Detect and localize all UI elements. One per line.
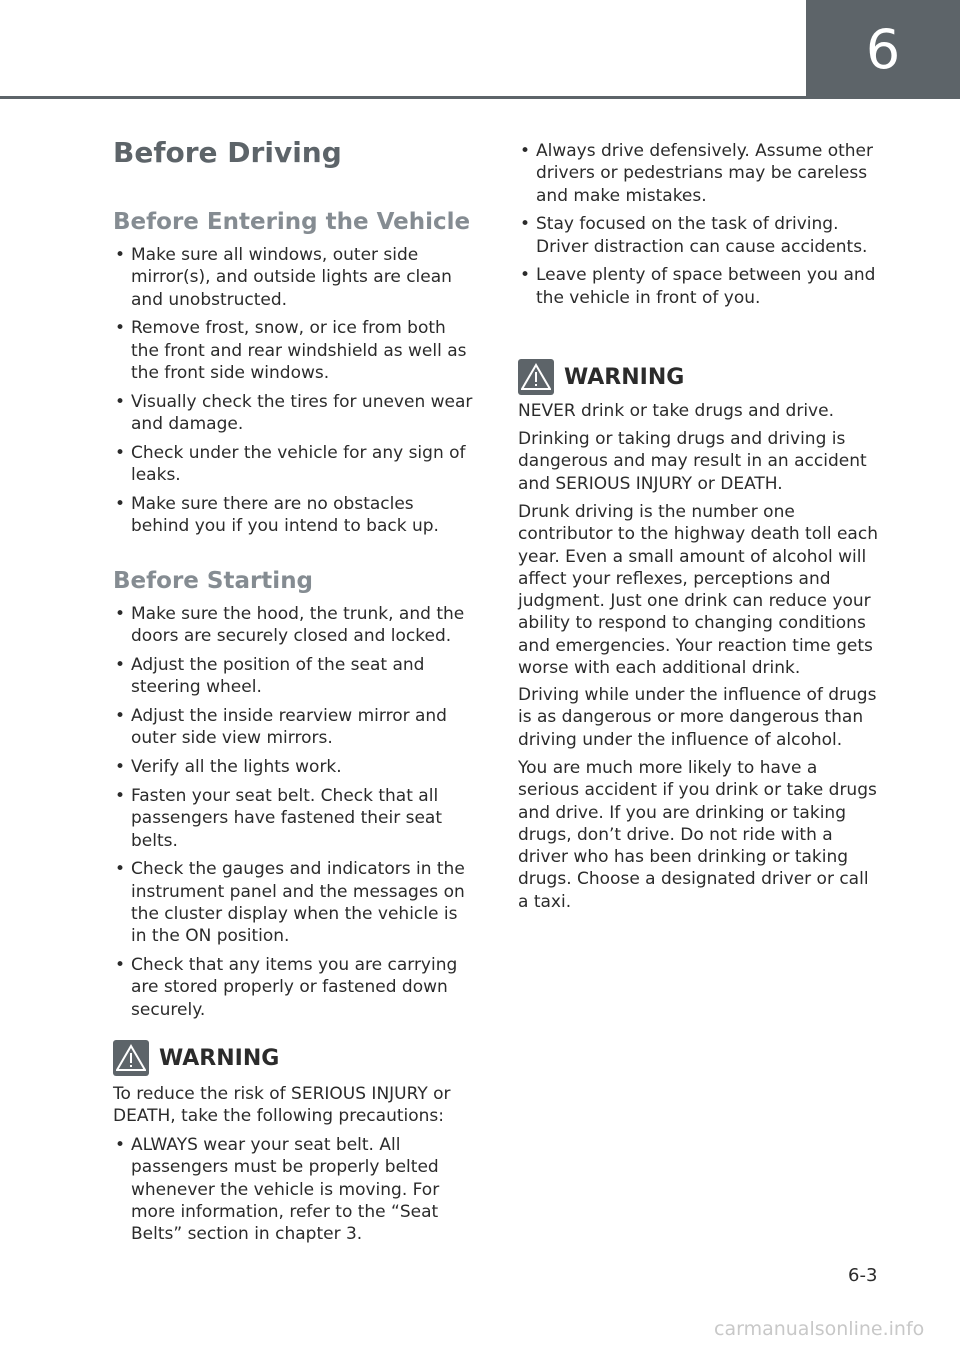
warning-header-right bbox=[518, 359, 684, 395]
warning-left-list bbox=[113, 1134, 475, 1252]
page-title: Before Driving bbox=[113, 136, 342, 169]
list-item: • Adjust the position of the seat and steering wheel. bbox=[115, 655, 425, 698]
list-item: • Adjust the inside rearview mirror and outer side view mirrors. bbox=[115, 706, 447, 749]
list-item: • Check under the vehicle for any sign of leaks. bbox=[115, 442, 466, 486]
header-rule bbox=[0, 96, 806, 99]
warning-paragraph: NEVER drink or take drugs and drive. bbox=[518, 401, 834, 421]
warning-label: WARNING bbox=[159, 1045, 280, 1071]
watermark: carmanualsonline.info bbox=[714, 1318, 925, 1340]
warning-paragraph: You are much more likely to have a serious accident if you drink or take drugs and drive. If you are drinking or taking drugs, don’t drive. Do not ride with a driver who has been drinking or taking drugs. Choose a designated driver or call a taxi. bbox=[518, 758, 877, 912]
chapter-tab bbox=[806, 0, 960, 99]
warning-label: WARNING bbox=[564, 364, 685, 390]
list-item: • Verify all the lights work. bbox=[115, 757, 342, 778]
list-item: • Check that any items you are carrying are stored properly or fastened down securely. bbox=[115, 955, 458, 1020]
before-starting-list bbox=[113, 603, 473, 1028]
list-item: • Make sure there are no obstacles behind you if you intend to back up. bbox=[115, 493, 439, 537]
list-item: • Always drive defensively. Assume other drivers or pedestrians may be careless and make mistakes. bbox=[520, 141, 873, 206]
list-item: • Stay focused on the task of driving. Driver distraction can cause accidents. bbox=[520, 214, 868, 257]
warning-paragraph: Drunk driving is the number one contributor to the highway death toll each year. Even a small amount of alcohol will affect your reflexes, perceptions and judgment. Just one drink can reduce your ability to respond to changing conditions and emergencies. Your reaction time gets worse with each additional drink. bbox=[518, 502, 878, 679]
list-item: • Leave plenty of space between you and the vehicle in front of you. bbox=[520, 265, 876, 308]
list-item: • Remove frost, snow, or ice from both the front and rear windshield as well as the front side windows. bbox=[115, 318, 467, 383]
warning-paragraph: Driving while under the influence of drugs is as dangerous or more dangerous than driving under the influence of alcohol. bbox=[518, 685, 877, 750]
before-entering-list bbox=[113, 244, 473, 544]
warning-icon bbox=[518, 359, 554, 395]
section-title-before-starting: Before Starting bbox=[113, 568, 314, 594]
warning-icon bbox=[113, 1040, 149, 1076]
section-title-before-entering: Before Entering the Vehicle bbox=[113, 209, 471, 235]
warning-paragraph: Drinking or taking drugs and driving is dangerous and may result in an accident and SERIOUS INJURY or DEATH. bbox=[518, 429, 867, 494]
list-item: • Make sure all windows, outer side mirror(s), and outside lights are clean and unobstructed. bbox=[115, 245, 452, 310]
list-item: • ALWAYS wear your seat belt. All passengers must be properly belted whenever the vehicle is moving. For more information, refer to the “Seat Belts” section in chapter 3. bbox=[115, 1135, 440, 1245]
list-item: • Make sure the hood, the trunk, and the doors are securely closed and locked. bbox=[115, 604, 465, 647]
right-list bbox=[518, 140, 880, 316]
warning-header-left bbox=[113, 1040, 279, 1076]
list-item: • Check the gauges and indicators in the instrument panel and the messages on the cluster display when the vehicle is in the ON position. bbox=[115, 859, 465, 947]
warning-intro: To reduce the risk of SERIOUS INJURY or DEATH, take the following precautions: bbox=[113, 1084, 451, 1127]
chapter-number: 6 bbox=[865, 17, 901, 81]
list-item: • Visually check the tires for uneven wear and damage. bbox=[115, 391, 473, 435]
page-number: 6-3 bbox=[848, 1265, 878, 1286]
list-item: • Fasten your seat belt. Check that all passengers have fastened their seat belts. bbox=[115, 786, 442, 851]
